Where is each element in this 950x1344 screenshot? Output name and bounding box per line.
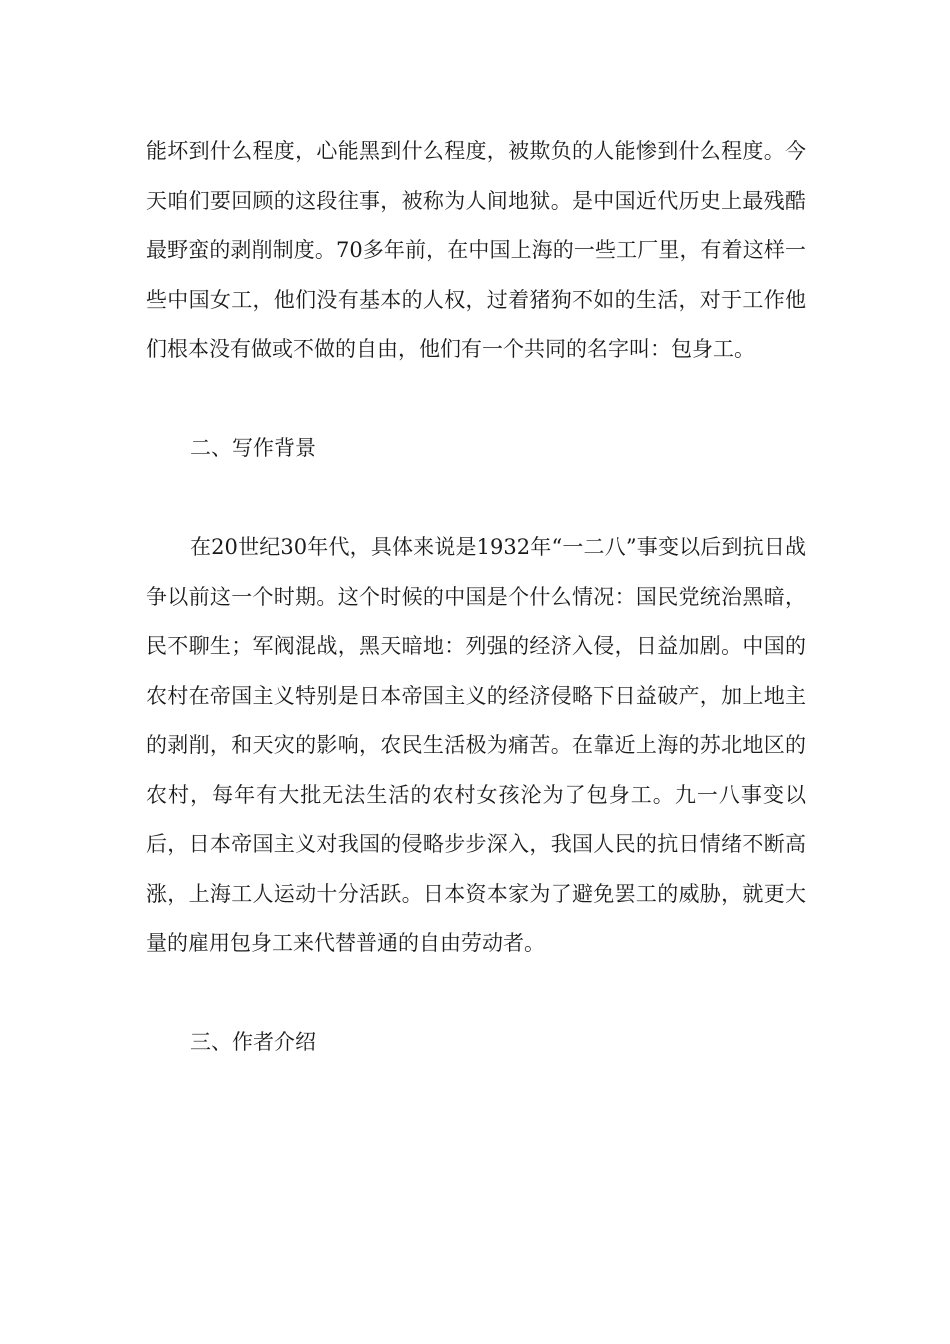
section-heading-author: 三、作者介绍: [190, 1030, 316, 1054]
paragraph-background: 在20世纪30年代，具体来说是1932年“一二八”事变以后到抗日战争以前这一个时期。这个时候的中国是个什么情况：国民党统治黑暗，民不聊生；军阀混战，黑天暗地：列强的经济入侵，日益加剧。中国的农村在帝国主义特别是日本帝国主义的经济侵略下日益破产，加上地主的剥削，和天灾的影响，农民生活极为痛苦。在靠近上海的苏北地区的农村，每年有大批无法生活的农村女孩沦为了包身工。九一八事变以后，日本帝国主义对我国的侵略步步深入，我国人民的抗日情绪不断高涨，上海工人运动十分活跃。日本资本家为了避免罢工的威胁，就更大量的雇用包身工来代替普通的自由劳动者。: [146, 535, 806, 955]
spacer: [146, 969, 806, 1019]
document-body: [146, 127, 806, 1068]
section-heading-background: 二、写作背景: [190, 436, 316, 460]
spacer: [146, 375, 806, 425]
spacer: [146, 474, 806, 524]
paragraph-intro: 能坏到什么程度，心能黑到什么程度，被欺负的人能惨到什么程度。今天咱们要回顾的这段往事，被称为人间地狱。是中国近代历史上最残酷最野蛮的剥削制度。70多年前，在中国上海的一些工厂里，有着这样一些中国女工，他们没有基本的人权，过着猪狗不如的生活，对于工作他们根本没有做或不做的自由，他们有一个共同的名字叫：包身工。: [146, 139, 806, 361]
